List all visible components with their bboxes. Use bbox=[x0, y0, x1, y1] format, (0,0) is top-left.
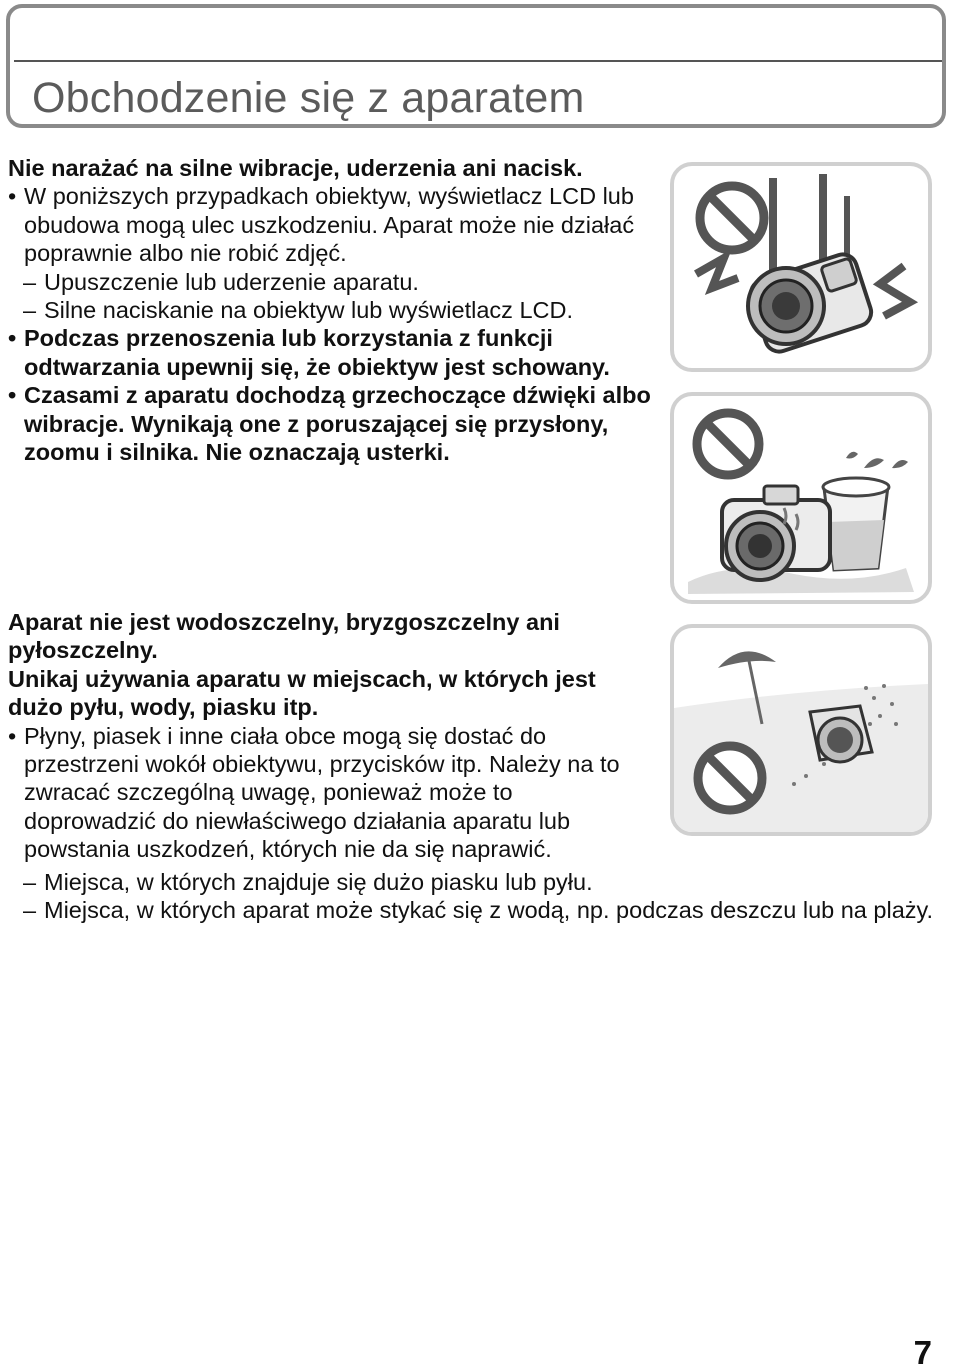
section-heading: Aparat nie jest wodoszczelny, bryzgoszczelny ani pyłoszczelny. bbox=[8, 609, 560, 664]
camera-drop-prohibited-icon bbox=[674, 166, 928, 368]
section-heading: Nie narażać na silne wibracje, uderzenia ani nacisk. bbox=[8, 155, 583, 181]
dash-item: – Upuszczenie lub uderzenie aparatu. bbox=[23, 268, 419, 295]
title-rule bbox=[14, 60, 942, 62]
dash-item: – Miejsca, w których znajduje się dużo piasku lub pyłu. bbox=[23, 869, 593, 895]
dash-item: – Miejsca, w których aparat może stykać się z wodą, np. podczas deszczu lub na plaży. bbox=[23, 897, 934, 924]
camera-beach-sand-prohibited-icon bbox=[674, 628, 928, 832]
title-banner bbox=[6, 4, 946, 128]
section-waterproof bbox=[8, 608, 648, 864]
page-title: Obchodzenie się z aparatem bbox=[32, 74, 585, 122]
section-heading: Unikaj używania aparatu w miejscach, w których jest dużo pyłu, wody, piasku itp. bbox=[8, 665, 596, 721]
bullet-item: • Czasami z aparatu dochodzą grzechoczące dźwięki albo wibracje. Wynikają one z poruszającej się przysłony, zoomu i silnika. Nie oznaczają usterki. bbox=[8, 382, 651, 466]
section-waterproof-dashes bbox=[8, 868, 938, 925]
dash-item: – Silne naciskanie na obiektyw lub wyświetlacz LCD. bbox=[23, 297, 573, 324]
page-number: 7 bbox=[913, 1334, 932, 1371]
bullet-item: • Podczas przenoszenia lub korzystania z funkcji odtwarzania upewnij się, że obiektyw jest schowany. bbox=[8, 325, 610, 380]
bullet-item: • Płyny, piasek i inne ciała obce mogą się dostać do przestrzeni wokół obiektywu, przycisków itp. Należy na to zwracać szczególną uwagę, ponieważ może to doprowadzić do niewłaściwego działania aparatu lub powstania uszkodzeń, których nie da się naprawić. bbox=[8, 722, 620, 863]
section-vibration bbox=[8, 154, 658, 466]
illustration-drop bbox=[670, 162, 932, 372]
illustration-liquid bbox=[670, 392, 932, 604]
bullet-item: • W poniższych przypadkach obiektyw, wyświetlacz LCD lub obudowa mogą ulec uszkodzeniu. Aparat może nie działać poprawnie albo nie robić zdjęć. bbox=[8, 183, 635, 267]
camera-liquid-prohibited-icon bbox=[674, 396, 928, 600]
illustration-sand bbox=[670, 624, 932, 836]
